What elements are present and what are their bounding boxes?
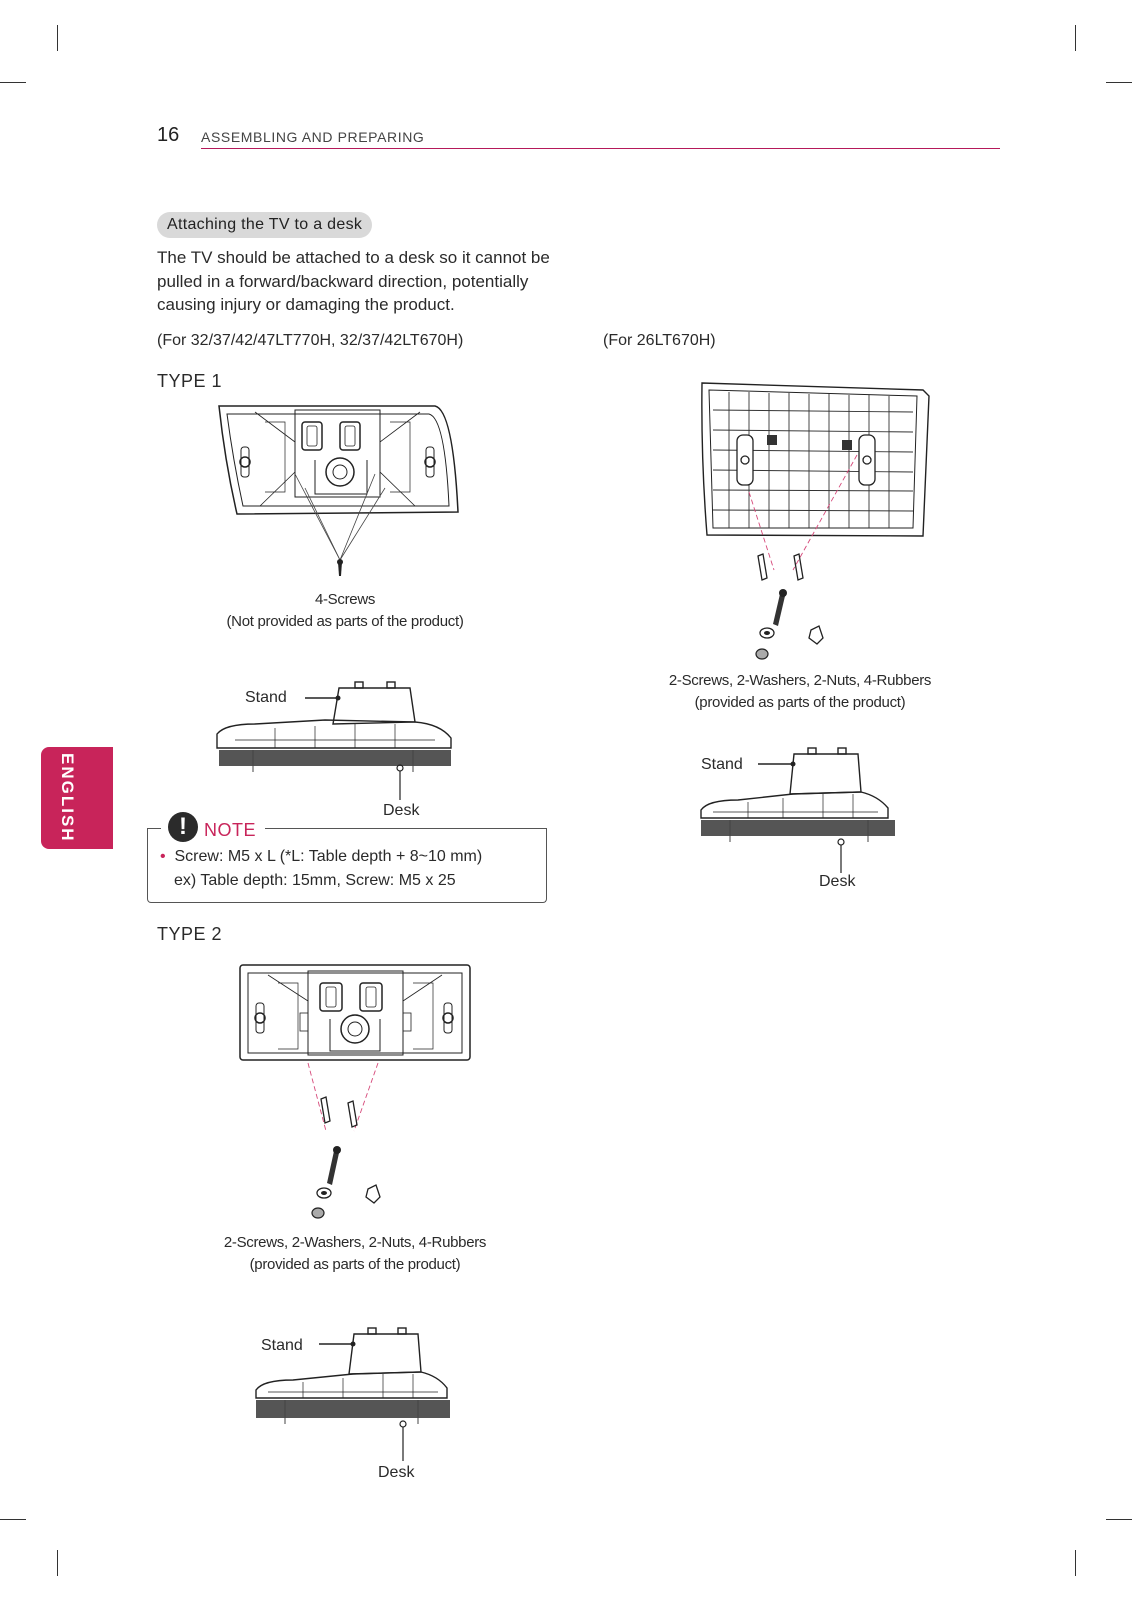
note-title: NOTE [204, 820, 257, 840]
right-stand-desk-illustration [698, 748, 903, 873]
right-caption-line1: 2-Screws, 2-Washers, 2-Nuts, 4-Rubbers [668, 672, 932, 689]
type1-caption-line2: (Not provided as parts of the product) [226, 613, 464, 630]
crop-mark [1106, 82, 1132, 83]
type2-desk-label: Desk [378, 1464, 415, 1481]
exclamation-icon: ! [168, 812, 198, 842]
type1-desk-label: Desk [383, 802, 420, 819]
crop-mark [57, 1550, 58, 1576]
crop-mark [1106, 1519, 1132, 1520]
language-side-tab [41, 747, 113, 849]
crop-mark [0, 1519, 26, 1520]
crop-mark [1075, 1550, 1076, 1576]
type2-stand-desk-illustration [253, 1326, 463, 1461]
right-desk-label: Desk [819, 873, 856, 890]
left-models: (For 32/37/42/47LT770H, 32/37/42LT670H) [157, 332, 464, 349]
type2-stand-label: Stand [261, 1337, 303, 1354]
section-title: ASSEMBLING AND PREPARING [201, 129, 425, 145]
right-stand-label: Stand [701, 756, 743, 773]
note-line-1-text: Screw: M5 x L (*L: Table depth + 8~10 mm) [174, 848, 483, 865]
note-box-top-rule [265, 828, 546, 829]
header-rule [201, 148, 1000, 149]
type2-tv-back-illustration [238, 963, 473, 1223]
subsection-title: Attaching the TV to a desk [157, 212, 372, 238]
note-line-2: ex) Table depth: 15mm, Screw: M5 x 25 [174, 872, 456, 889]
right-caption-line2: (provided as parts of the product) [694, 694, 906, 711]
page-number: 16 [157, 124, 180, 146]
right-models: (For 26LT670H) [603, 332, 716, 349]
type1-label: TYPE 1 [157, 371, 223, 391]
type2-label: TYPE 2 [157, 924, 223, 944]
type2-caption-line2: (provided as parts of the product) [249, 1256, 461, 1273]
crop-mark [1075, 25, 1076, 51]
note-line-1 [160, 848, 482, 866]
intro-paragraph: The TV should be attached to a desk so it cannot be pulled in a forward/backward direction, potentially causing injury or damaging the product. [157, 248, 550, 314]
bullet-icon: • [160, 848, 166, 865]
type1-tv-back-illustration [215, 402, 460, 592]
type1-stand-desk-illustration [215, 680, 465, 800]
type1-stand-label: Stand [245, 689, 287, 706]
type2-caption-line1: 2-Screws, 2-Washers, 2-Nuts, 4-Rubbers [223, 1234, 487, 1251]
language-side-tab-label: ENGLISH [58, 753, 77, 843]
note-box-top-rule [147, 828, 161, 829]
crop-mark [57, 25, 58, 51]
right-tv-back-illustration [699, 380, 931, 660]
crop-mark [0, 82, 26, 83]
type1-caption-line1: 4-Screws [314, 591, 376, 608]
